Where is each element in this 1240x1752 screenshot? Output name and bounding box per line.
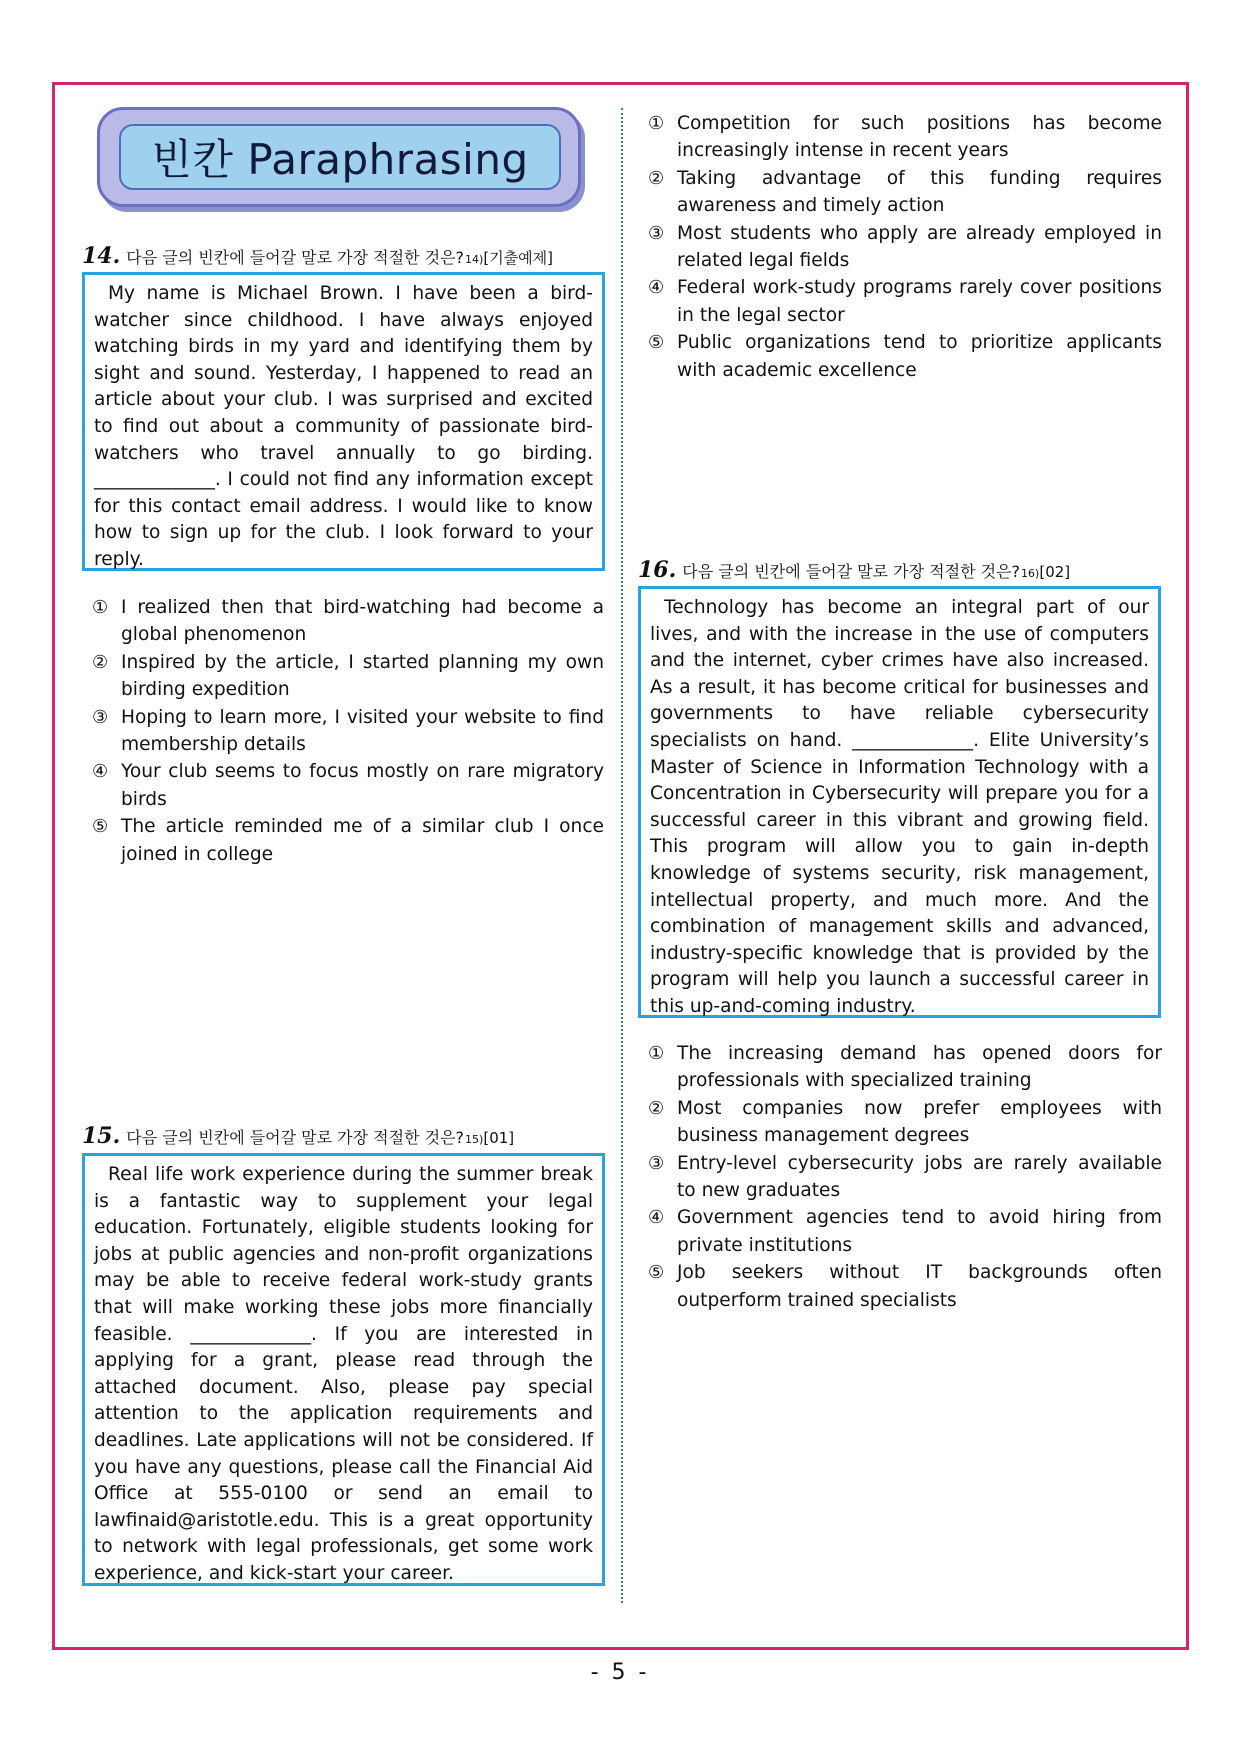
question-number: 16. bbox=[638, 557, 677, 583]
question-footnote-ref: 15) bbox=[465, 1133, 484, 1146]
question-15-choices bbox=[648, 110, 1162, 384]
question-number: 15. bbox=[82, 1123, 121, 1149]
question-prompt: 다음 글의 빈칸에 들어갈 말로 가장 적절한 것은? bbox=[682, 562, 1021, 581]
question-16-header bbox=[638, 557, 1070, 583]
choice-3[interactable]: ③ Entry-level cybersecurity jobs are rarely available to new graduates bbox=[648, 1152, 1162, 1202]
question-prompt: 다음 글의 빈칸에 들어갈 말로 가장 적절한 것은? bbox=[126, 1128, 465, 1147]
question-15-header bbox=[82, 1123, 514, 1149]
section-title: 빈칸 Paraphrasing bbox=[119, 124, 561, 190]
choice-1[interactable]: ① I realized then that bird-watching had become a global phenomenon bbox=[92, 597, 604, 646]
page-number: - 5 - bbox=[590, 1660, 650, 1685]
choice-2[interactable]: ② Most companies now prefer employees with business management degrees bbox=[648, 1097, 1162, 1147]
choice-1[interactable]: ① Competition for such positions has become increasingly intense in recent years bbox=[648, 113, 1162, 162]
choice-3[interactable]: ③ Hoping to learn more, I visited your website to find membership details bbox=[92, 706, 604, 756]
choice-4[interactable]: ④ Your club seems to focus mostly on rare migratory birds bbox=[92, 761, 604, 810]
question-source-tag: [01] bbox=[483, 1129, 515, 1147]
choice-3[interactable]: ③ Most students who apply are already employed in related legal fields bbox=[648, 222, 1162, 272]
column-divider bbox=[621, 108, 623, 1603]
choice-4[interactable]: ④ Federal work-study programs rarely cover positions in the legal sector bbox=[648, 277, 1162, 326]
question-15-passage: Real life work experience during the summer break is a fantastic way to supplement your legal education. Fortunately, eligible students looking for jobs at public agencies and non-profit organizations may be able to receive federal work-study grants that will make working these jobs more financially feasible. _____________. If you are interested in applying for a grant, please read through the attached document. Also, please pay special attention to the application requirements and deadlines. Late applications will not be considered. If you have any questions, please call the Financial Aid Office at 555-0100 or send an email to lawfinaid@aristotle.edu. This is a great opportunity to network with legal professionals, get some work experience, and kick-start your career. bbox=[82, 1153, 605, 1586]
section-title-badge bbox=[97, 107, 581, 207]
question-source-tag: [02] bbox=[1039, 563, 1071, 581]
choice-5[interactable]: ⑤ Job seekers without IT backgrounds often outperform trained specialists bbox=[648, 1262, 1162, 1311]
choice-4[interactable]: ④ Government agencies tend to avoid hiring from private institutions bbox=[648, 1207, 1162, 1256]
question-16-choices bbox=[648, 1040, 1162, 1314]
question-footnote-ref: 14) bbox=[465, 253, 484, 266]
question-number: 14. bbox=[82, 243, 121, 269]
question-footnote-ref: 16) bbox=[1021, 567, 1040, 580]
question-prompt: 다음 글의 빈칸에 들어갈 말로 가장 적절한 것은? bbox=[126, 248, 465, 267]
question-14-passage: My name is Michael Brown. I have been a bird-watcher since childhood. I have always enjoyed watching birds in my yard and identifying them by sight and sound. Yesterday, I happened to read an article about your club. I was surprised and excited to find out about a community of passionate bird-watchers who travel annually to go birding. _____________. I could not find any information except for this contact email address. I would like to know how to sign up for the club. I look forward to your reply. bbox=[82, 272, 605, 571]
choice-2[interactable]: ② Taking advantage of this funding requires awareness and timely action bbox=[648, 167, 1162, 217]
question-14-header bbox=[82, 243, 553, 269]
question-14-choices bbox=[92, 594, 604, 868]
question-source-tag: [기출예제] bbox=[483, 249, 554, 267]
choice-1[interactable]: ① The increasing demand has opened doors for professionals with specialized training bbox=[648, 1043, 1162, 1092]
choice-2[interactable]: ② Inspired by the article, I started planning my own birding expedition bbox=[92, 651, 604, 701]
choice-5[interactable]: ⑤ The article reminded me of a similar club I once joined in college bbox=[92, 816, 604, 865]
question-16-passage: Technology has become an integral part of our lives, and with the increase in the use of computers and the internet, cyber crimes have also increased. As a result, it has become critical for businesses and governments to have reliable cybersecurity specialists on hand. _____________. Elite University’s Master of Science in Information Technology with a Concentration in Cybersecurity will prepare you for a successful career in this vibrant and growing field. This program will allow you to gain in-depth knowledge of systems security, risk management, intellectual property, and much more. And the combination of management skills and advanced, industry-specific knowledge that is provided by the program will help you launch a successful career in this up-and-coming industry. bbox=[638, 586, 1161, 1018]
choice-5[interactable]: ⑤ Public organizations tend to prioritize applicants with academic excellence bbox=[648, 332, 1162, 381]
